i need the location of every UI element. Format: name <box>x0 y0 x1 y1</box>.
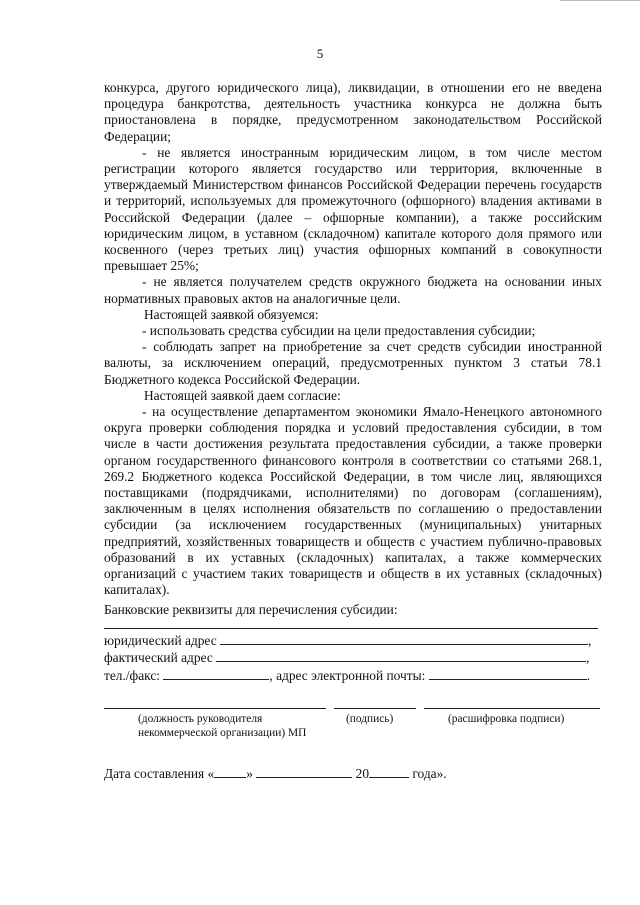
paragraph-4: Настоящей заявкой обязуемся: <box>144 306 319 322</box>
period: . <box>586 667 591 683</box>
actual-address-input-line[interactable] <box>216 649 586 662</box>
bank-details-label: Банковские реквизиты для перечисления субсидии: <box>104 602 398 617</box>
legal-address-input-line[interactable] <box>220 632 588 645</box>
phone-fax-label: тел./факс: <box>104 667 161 683</box>
position-signature-line[interactable] <box>104 708 326 709</box>
paragraph-1: конкурса, другого юридического лица), ликвидации, в отношении его не введена процедура банкротства, деятельность участника конкурса не должна быть приостановлена в порядке, предусмотренном законодательством Российской Федерации; <box>104 80 602 144</box>
paragraph-6: - соблюдать запрет на приобретение за счет средств субсидии иностранной валюты, за исключением операций, предусмотренных пунктом 3 статьи 78.1 Бюджетного кодекса Российской Федерации. <box>104 339 602 387</box>
decoding-label: (расшифровка подписи) <box>448 713 565 725</box>
comma: , <box>588 633 592 648</box>
document-body <box>104 80 602 599</box>
phone-fax-input-line[interactable] <box>163 667 269 680</box>
paragraph-3: - не является получателем средств окружного бюджета на основании иных нормативных правовых актов на аналогичные цели. <box>104 274 602 306</box>
signature-line[interactable] <box>334 708 416 709</box>
day-input-line[interactable] <box>214 765 246 778</box>
signature-label: (подпись) <box>346 713 394 725</box>
date-prefix: Дата составления « <box>104 766 215 781</box>
paragraph-8: - на осуществление департаментом экономики Ямало-Ненецкого автономного округа проверки соблюдения порядка и условий предоставления субсидии, в том числе в части достижения результата предоставления субсидии, а также проверки органом государственного финансового контроля в соответствии со статьями 268.1, 269.2 Бюджетного кодекса Российской Федерации, в том числе лиц, являющихся поставщиками (подрядчиками, исполнителями) по договорам (соглашениям), заключенным в целях исполнения обязательств по соглашению о предоставлении субсидии (за исключением государственных (муниципальных) унитарных предприятий, хозяйственных товариществ и обществ с участием публично-правовых образований в их уставных (складочных) капиталах, а также коммерческих организаций с участием таких товариществ и обществ в их уставных (складочных) капиталах). <box>104 404 602 598</box>
page-number: 5 <box>316 46 324 61</box>
date-year: 20 <box>355 766 370 781</box>
legal-address-label: юридический адрес <box>104 633 217 648</box>
month-input-line[interactable] <box>256 765 352 778</box>
date-mid: » <box>246 766 253 781</box>
legal-address-row <box>104 632 602 649</box>
bank-details-line <box>104 628 598 629</box>
actual-address-row <box>104 649 602 666</box>
paragraph-7: Настоящей заявкой даем согласие: <box>144 387 341 403</box>
comma: , <box>586 650 590 666</box>
email-input-line[interactable] <box>429 667 587 680</box>
requisites-fields <box>104 632 602 684</box>
email-label: , адрес электронной почты: <box>269 667 426 683</box>
position-label: (должность руководителя некоммерческой организации) МП <box>138 713 307 739</box>
scan-edge-mark <box>560 0 640 4</box>
contacts-row <box>104 667 602 684</box>
paragraph-5: - использовать средства субсидии на цели предоставления субсидии; <box>142 323 536 339</box>
paragraph-2: - не является иностранным юридическим лицом, в том числе местом регистрации которого является государство или территория, включенные в утверждаемый Министерством финансов Российской Федерации перечень государств и территорий, используемых для промежуточного (офшорного) владения активами в Российской Федерации (далее – офшорные компании), а также российским юридическим лицом, в уставном (складочном) капитале которого доля прямого или косвенного (через третьих лиц) участия офшорных компаний в совокупности превышает 25%; <box>104 144 602 274</box>
decoding-line[interactable] <box>424 708 600 709</box>
date-line <box>104 765 447 782</box>
year-input-line[interactable] <box>369 765 409 778</box>
date-suffix: года». <box>412 766 447 781</box>
actual-address-label: фактический адрес <box>104 650 213 666</box>
